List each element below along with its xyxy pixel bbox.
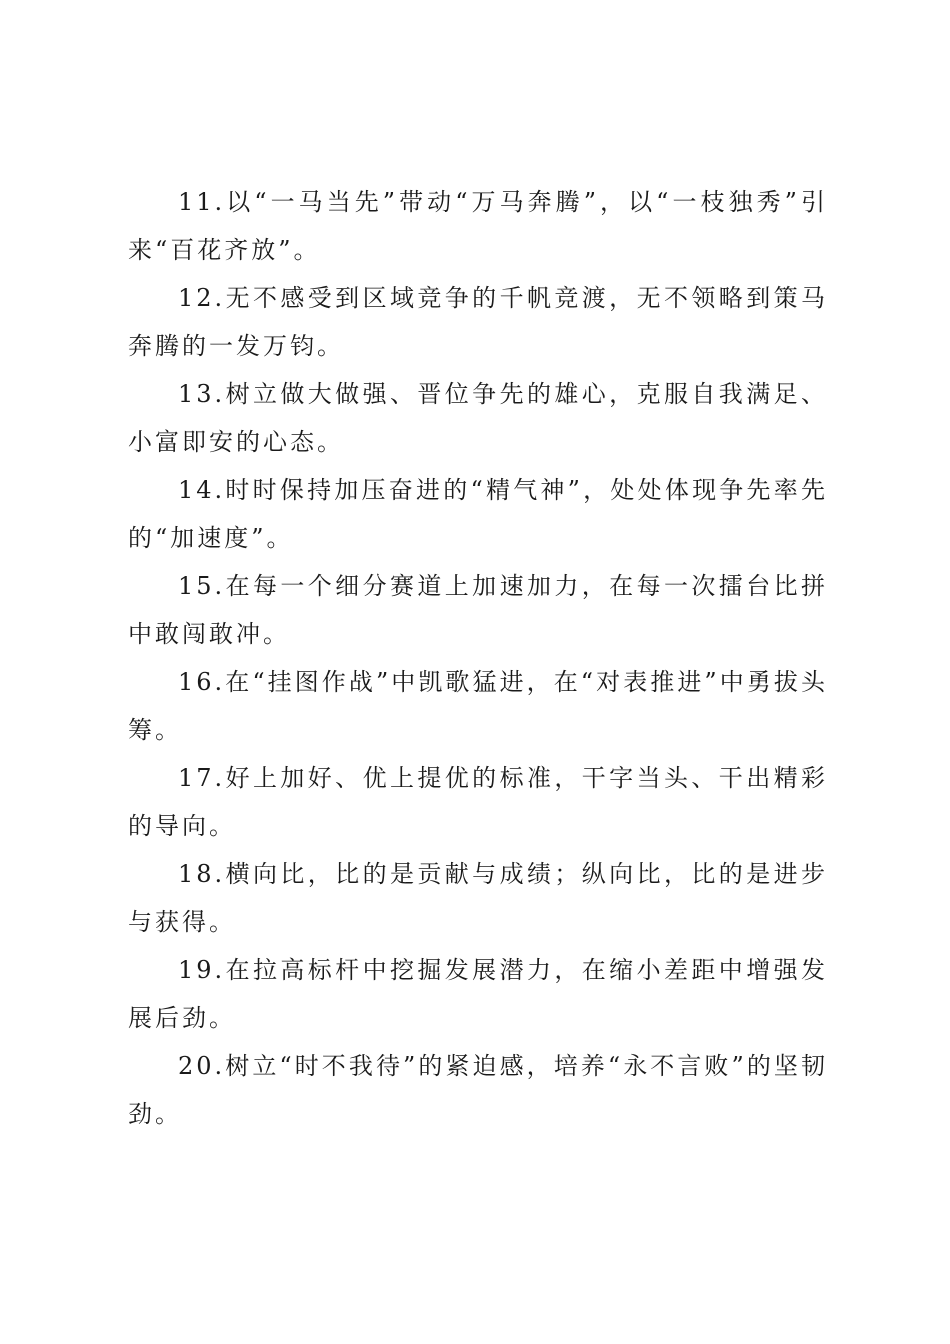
paragraph-20: 20.树立“时不我待”的紧迫感，培养“永不言败”的坚韧劲。: [128, 1052, 828, 1128]
paragraph-12: 12.无不感受到区域竞争的千帆竞渡，无不领略到策马奔腾的一发万钧。: [128, 284, 828, 360]
paragraph-19: 19.在拉高标杆中挖掘发展潜力，在缩小差距中增强发展后劲。: [128, 956, 828, 1032]
paragraph-11: 11.以“一马当先”带动“万马奔腾”，以“一枝独秀”引来“百花齐放”。: [128, 188, 828, 264]
paragraph-18: 18.横向比，比的是贡献与成绩；纵向比，比的是进步与获得。: [128, 860, 828, 936]
document-body: [128, 178, 828, 1138]
paragraph-16: 16.在“挂图作战”中凯歌猛进，在“对表推进”中勇拔头筹。: [128, 668, 828, 744]
paragraph-13: 13.树立做大做强、晋位争先的雄心，克服自我满足、小富即安的心态。: [128, 380, 828, 456]
paragraph-14: 14.时时保持加压奋进的“精气神”，处处体现争先率先的“加速度”。: [128, 476, 828, 552]
paragraph-15: 15.在每一个细分赛道上加速加力，在每一次擂台比拼中敢闯敢冲。: [128, 572, 828, 648]
paragraph-17: 17.好上加好、优上提优的标准，干字当头、干出精彩的导向。: [128, 764, 828, 840]
